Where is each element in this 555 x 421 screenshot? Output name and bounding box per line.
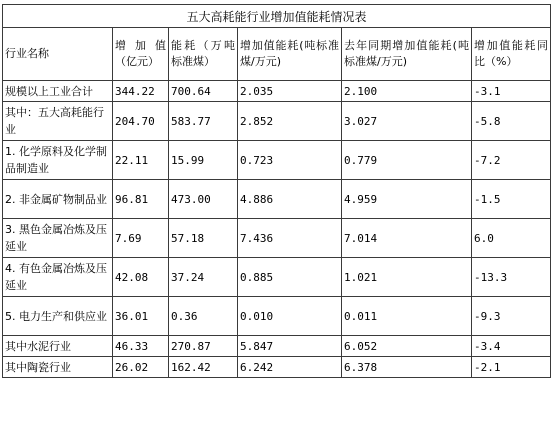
cell-intensity: 0.723 — [238, 141, 342, 180]
table-row — [3, 219, 551, 258]
cell-intensity: 2.852 — [238, 102, 342, 141]
energy-consumption-table — [2, 4, 551, 378]
cell-yoy: -13.3 — [472, 258, 551, 297]
cell-value-added: 46.33 — [113, 336, 169, 357]
table-row — [3, 102, 551, 141]
table-row — [3, 357, 551, 378]
table-row — [3, 180, 551, 219]
cell-value-added: 26.02 — [113, 357, 169, 378]
cell-energy: 37.24 — [169, 258, 238, 297]
table-row — [3, 297, 551, 336]
header-value-added: 增 加 值（亿元） — [113, 28, 169, 81]
cell-value-added: 22.11 — [113, 141, 169, 180]
header-yoy: 增加值能耗同比（%） — [472, 28, 551, 81]
cell-intensity: 2.035 — [238, 81, 342, 102]
cell-prev-intensity: 1.021 — [342, 258, 472, 297]
row-name: 5. 电力生产和供应业 — [3, 297, 113, 336]
cell-prev-intensity: 0.011 — [342, 297, 472, 336]
header-intensity: 增加值能耗(吨标准煤/万元) — [238, 28, 342, 81]
row-name: 其中陶瓷行业 — [3, 357, 113, 378]
cell-intensity: 0.885 — [238, 258, 342, 297]
cell-prev-intensity: 6.378 — [342, 357, 472, 378]
cell-intensity: 7.436 — [238, 219, 342, 258]
cell-energy: 15.99 — [169, 141, 238, 180]
cell-energy: 270.87 — [169, 336, 238, 357]
cell-prev-intensity: 0.779 — [342, 141, 472, 180]
cell-yoy: -3.1 — [472, 81, 551, 102]
cell-value-added: 344.22 — [113, 81, 169, 102]
cell-yoy: 6.0 — [472, 219, 551, 258]
cell-energy: 473.00 — [169, 180, 238, 219]
cell-energy: 583.77 — [169, 102, 238, 141]
cell-intensity: 0.010 — [238, 297, 342, 336]
cell-yoy: -2.1 — [472, 357, 551, 378]
row-name: 3. 黑色金属冶炼及压延业 — [3, 219, 113, 258]
row-name: 1. 化学原料及化学制品制造业 — [3, 141, 113, 180]
cell-prev-intensity: 2.100 — [342, 81, 472, 102]
cell-yoy: -9.3 — [472, 297, 551, 336]
row-name: 2. 非金属矿物制品业 — [3, 180, 113, 219]
cell-prev-intensity: 7.014 — [342, 219, 472, 258]
cell-prev-intensity: 3.027 — [342, 102, 472, 141]
cell-yoy: -3.4 — [472, 336, 551, 357]
table-row — [3, 336, 551, 357]
cell-energy: 700.64 — [169, 81, 238, 102]
cell-energy: 0.36 — [169, 297, 238, 336]
cell-yoy: -5.8 — [472, 102, 551, 141]
cell-yoy: -7.2 — [472, 141, 551, 180]
table-row — [3, 81, 551, 102]
cell-energy: 162.42 — [169, 357, 238, 378]
cell-value-added: 42.08 — [113, 258, 169, 297]
cell-intensity: 4.886 — [238, 180, 342, 219]
cell-value-added: 204.70 — [113, 102, 169, 141]
cell-value-added: 7.69 — [113, 219, 169, 258]
cell-intensity: 6.242 — [238, 357, 342, 378]
row-name: 规模以上工业合计 — [3, 81, 113, 102]
cell-yoy: -1.5 — [472, 180, 551, 219]
header-industry-name: 行业名称 — [3, 28, 113, 81]
row-name: 其中水泥行业 — [3, 336, 113, 357]
cell-value-added: 96.81 — [113, 180, 169, 219]
table-row — [3, 141, 551, 180]
header-energy: 能耗（万吨标准煤） — [169, 28, 238, 81]
cell-intensity: 5.847 — [238, 336, 342, 357]
cell-prev-intensity: 6.052 — [342, 336, 472, 357]
energy-table-container — [2, 4, 550, 378]
header-prev-intensity: 去年同期增加值能耗(吨标准煤/万元) — [342, 28, 472, 81]
table-title: 五大高耗能行业增加值能耗情况表 — [3, 5, 551, 28]
cell-prev-intensity: 4.959 — [342, 180, 472, 219]
row-name: 4. 有色金属冶炼及压延业 — [3, 258, 113, 297]
cell-value-added: 36.01 — [113, 297, 169, 336]
row-name: 其中：五大高耗能行业 — [3, 102, 113, 141]
table-row — [3, 258, 551, 297]
cell-energy: 57.18 — [169, 219, 238, 258]
